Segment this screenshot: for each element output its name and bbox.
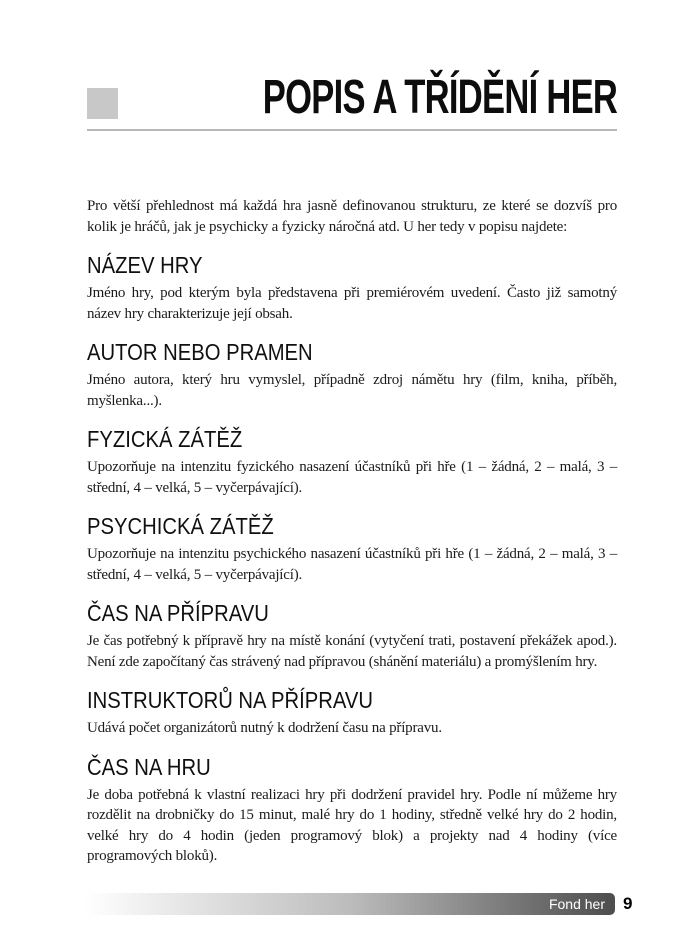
section-body: Je čas potřebný k přípravě hry na místě konání (vytyčení trati, postavení překážek apod.). Není zde započítaný čas strávený nad přípravou (shánění materiálu) a promýšlením hry. [87, 633, 617, 670]
section-psychicka-zatez [87, 514, 617, 585]
title-marker-square [87, 88, 118, 119]
section-body: Udává počet organizátorů nutný k dodržení času na přípravu. [87, 720, 442, 736]
section-body: Jméno hry, pod kterým byla představena při premiérovém uvedení. Často již samotný název hry charakterizuje její obsah. [87, 285, 617, 322]
header-rule [87, 129, 617, 131]
footer-chapter-label: Fond her [548, 896, 605, 912]
section-heading: ČAS NA HRU [87, 753, 211, 780]
section-body: Jméno autora, který hru vymyslel, případně zdroj námětu hry (film, kniha, příběh, myšlenka...). [87, 372, 617, 409]
footer-bar [85, 893, 615, 915]
page-title: POPIS A TŘÍDĚNÍ HER [262, 71, 617, 124]
section-fyzicka-zatez [87, 427, 617, 498]
section-cas-na-hru [87, 755, 617, 867]
intro-paragraph: Pro větší přehlednost má každá hra jasně definovanou strukturu, ze které se dozvíš pro kolik je hráčů, jak je psychicky a fyzicky náročná atd. U her tedy v popisu najdete: [87, 198, 617, 235]
section-heading: INSTRUKTORŮ NA PŘÍPRAVU [87, 687, 374, 713]
page-content [87, 196, 617, 867]
section-instruktoru-na-pripravu [87, 688, 617, 739]
section-body: Upozorňuje na intenzitu fyzického nasazení účastníků při hře (1 – žádná, 2 – malá, 3 – střední, 4 – velká, 5 – vyčerpávající). [87, 459, 617, 496]
section-nazev-hry [87, 253, 617, 324]
section-heading: AUTOR NEBO PRAMEN [87, 339, 313, 365]
section-heading: NÁZEV HRY [87, 252, 203, 278]
section-autor-nebo-pramen [87, 340, 617, 411]
section-cas-na-pripravu [87, 601, 617, 672]
section-heading: PSYCHICKÁ ZÁTĚŽ [87, 513, 274, 539]
section-body: Upozorňuje na intenzitu psychického nasazení účastníků při hře (1 – žádná, 2 – malá, 3 – střední, 4 – velká, 5 – vyčerpávající). [87, 546, 617, 583]
section-body: Je doba potřebná k vlastní realizaci hry při dodržení pravidel hry. Podle ní můžeme hry rozdělit na drobničky do 15 minut, malé hry do 1 hodiny, středně velké hry do 2 hodin, velké hry do 4 hodin (jeden programový blok) a projekty nad 4 hodiny (více programových bloků). [87, 786, 617, 864]
section-heading: FYZICKÁ ZÁTĚŽ [87, 426, 243, 452]
section-heading: ČAS NA PŘÍPRAVU [87, 600, 269, 626]
page-number: 9 [623, 894, 633, 913]
